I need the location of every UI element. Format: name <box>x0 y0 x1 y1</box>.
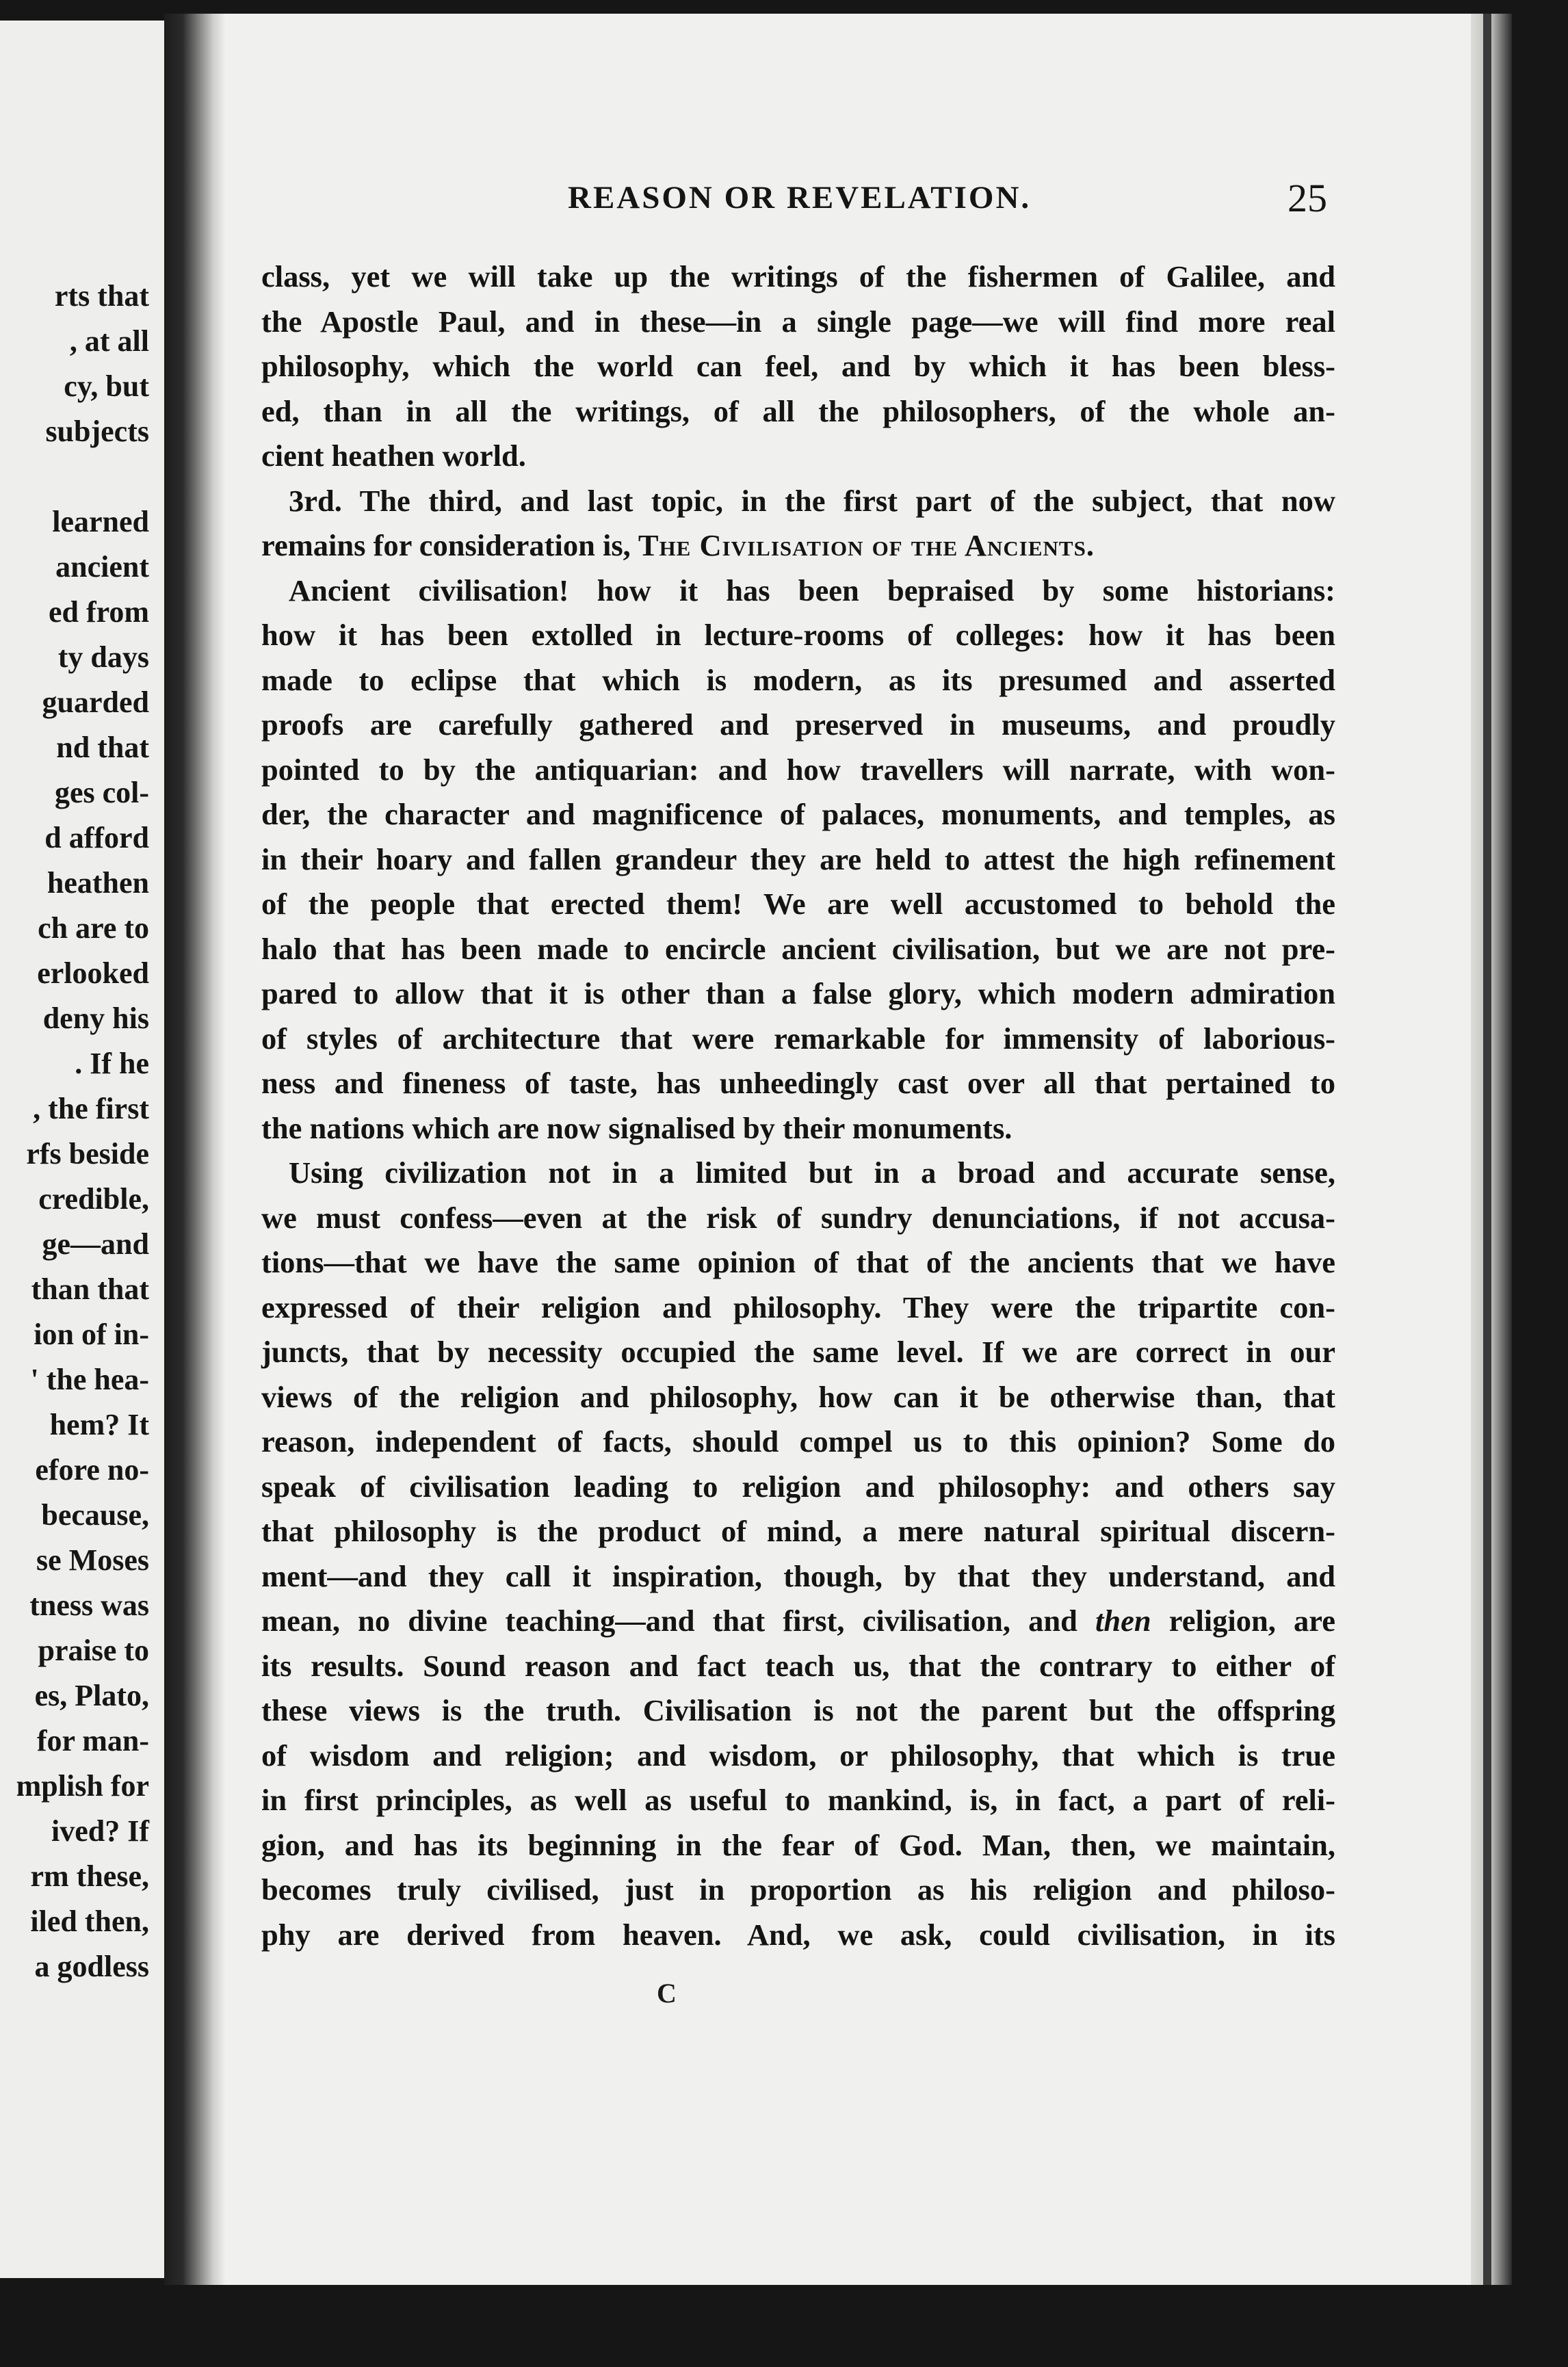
previous-page-line: se Moses <box>36 1543 149 1577</box>
previous-page-line: , the first <box>33 1092 149 1125</box>
previous-page-line: mplish for <box>16 1769 149 1803</box>
text-line: proofs are carefully gathered and preserved in museums, and proudly <box>261 707 1335 742</box>
previous-page-line: rfs beside <box>26 1137 149 1171</box>
text-line: expressed of their religion and philosophy. They were the tripartite con- <box>261 1290 1335 1324</box>
previous-page-line: praise to <box>38 1634 149 1667</box>
text-line: of wisdom and religion; and wisdom, or philosophy, that which is true <box>261 1738 1335 1773</box>
text-line: philosophy, which the world can feel, and by which it has been bless- <box>261 349 1335 383</box>
previous-page-line: efore no- <box>35 1453 149 1487</box>
text-line: ed, than in all the writings, of all the philosophers, of the whole an- <box>261 393 1335 428</box>
previous-page-line: ancient <box>55 550 149 584</box>
previous-page-line: d afford <box>44 821 149 854</box>
previous-page-line: hem? It <box>49 1408 149 1441</box>
previous-page-line: ge—and <box>42 1227 149 1261</box>
text-line: ment—and they call it inspiration, though, by that they understand, and <box>261 1558 1335 1593</box>
paragraph-4-continued <box>261 1644 1335 1958</box>
previous-page-line: because, <box>41 1498 149 1532</box>
paragraph-4 <box>261 1151 1335 1599</box>
previous-page-line: ion of in- <box>34 1318 149 1351</box>
previous-page-line: learned <box>52 505 149 538</box>
previous-page-text <box>0 274 149 1989</box>
inline-text: remains for consideration is, <box>261 528 631 562</box>
text-line: of styles of architecture that were remarkable for immensity of laborious- <box>261 1021 1335 1056</box>
text-line: the Apostle Paul, and in these—in a single page—we will find more real <box>261 304 1335 339</box>
text-line: pointed to by the antiquarian: and how travellers will narrate, with won- <box>261 752 1335 787</box>
signature-mark: C <box>657 1978 677 2009</box>
text-line: ness and fineness of taste, has unheedingly cast over all that pertained to <box>261 1066 1335 1100</box>
previous-page-line: guarded <box>42 685 149 719</box>
previous-page-line: ges col- <box>54 776 149 809</box>
paragraph-2 <box>261 479 1335 568</box>
text-line: juncts, that by necessity occupied the same level. If we are correct in our <box>261 1335 1335 1369</box>
previous-page-line <box>0 454 149 499</box>
previous-page-line: deny his <box>42 1002 149 1035</box>
previous-page-line: for man- <box>36 1724 149 1757</box>
text-line: pared to allow that it is other than a false glory, which modern admiration <box>261 976 1335 1010</box>
body-text <box>261 254 1335 1957</box>
page-edge <box>1471 14 1512 2285</box>
text-line: of the people that erected them! We are well accustomed to behold the <box>261 887 1335 921</box>
previous-page-line: ived? If <box>51 1814 149 1848</box>
text-line: views of the religion and philosophy, how can it be otherwise than, that <box>261 1379 1335 1414</box>
inline-text: religion, are <box>1168 1604 1335 1638</box>
text-line: these views is the truth. Civilisation is not the parent but the offspring <box>261 1693 1335 1727</box>
text-line: Using civilization not in a limited but in a broad and accurate sense, <box>289 1155 1335 1190</box>
fore-edge <box>1483 14 1491 2285</box>
text-line: that philosophy is the product of mind, a mere natural spiritual discern- <box>261 1514 1335 1548</box>
previous-page-line: iled then, <box>30 1905 149 1938</box>
text-line: how it has been extolled in lecture-rooms of colleges: how it has been <box>261 618 1335 652</box>
text-line: speak of civilisation leading to religion and philosophy: and others say <box>261 1469 1335 1504</box>
previous-page-line: ty days <box>57 640 149 674</box>
previous-page-line: ' the hea- <box>30 1363 149 1396</box>
text-line: the nations which are now signalised by their monuments. <box>261 1110 1012 1145</box>
text-line: in their hoary and fallen grandeur they are held to attest the high refinement <box>261 841 1335 876</box>
text-line: becomes truly civilised, just in proportion as his religion and philoso- <box>261 1872 1335 1907</box>
running-title: REASON OR REVELATION. <box>568 180 1032 215</box>
text-line: made to eclipse that which is modern, as its presumed and asserted <box>261 662 1335 697</box>
text-line: 3rd. The third, and last topic, in the first part of the subject, that now <box>289 483 1335 518</box>
previous-page-line: subjects <box>45 415 149 448</box>
previous-page-line: cy, but <box>64 369 149 403</box>
text-line: cient heathen world. <box>261 439 526 473</box>
paragraph-1 <box>261 254 1335 479</box>
previous-page-line: es, Plato, <box>34 1679 149 1712</box>
text-line: phy are derived from heaven. And, we ask, could civilisation, in its <box>261 1917 1335 1952</box>
previous-page-line: rm these, <box>30 1859 149 1893</box>
section-title-smallcaps: The Civilisation of the Ancients. <box>638 528 1095 562</box>
text-line: halo that has been made to encircle ancient civilisation, but we are not pre- <box>261 931 1335 966</box>
text-line: its results. Sound reason and fact teach us, that the contrary to either of <box>261 1648 1335 1683</box>
previous-page-line: credible, <box>38 1182 149 1216</box>
page-number: 25 <box>1288 176 1327 220</box>
inline-text: mean, no divine teaching—and that first, civilisation, and <box>261 1604 1077 1638</box>
text-line: Ancient civilisation! how it has been bepraised by some historians: <box>289 573 1335 607</box>
text-line: reason, independent of facts, should compel us to this opinion? Some do <box>261 1424 1335 1459</box>
previous-page-line: . If he <box>75 1047 149 1080</box>
previous-page-line: ed from <box>48 595 149 629</box>
text-line: tions—that we have the same opinion of that of the ancients that we have <box>261 1245 1335 1279</box>
previous-page-line: tness was <box>29 1588 149 1622</box>
text-line: we must confess—even at the risk of sundry denunciations, if not accusa- <box>261 1200 1335 1235</box>
gutter-shadow <box>164 14 226 2285</box>
previous-page-line: rts that <box>54 279 149 313</box>
previous-page-line: ch are to <box>38 911 149 945</box>
previous-page-line: nd that <box>56 731 149 764</box>
previous-page-line: , at all <box>69 324 149 358</box>
text-line: class, yet we will take up the writings of the fishermen of Galilee, and <box>261 259 1335 293</box>
text-line <box>261 1599 1335 1644</box>
text-line <box>261 523 1335 568</box>
previous-page-line: heathen <box>47 866 149 900</box>
paragraph-3 <box>261 568 1335 1151</box>
previous-page-line: than that <box>31 1272 149 1306</box>
text-line: der, the character and magnificence of palaces, monuments, and temples, as <box>261 797 1335 831</box>
text-line: gion, and has its beginning in the fear of God. Man, then, we maintain, <box>261 1827 1335 1862</box>
running-head <box>260 176 1327 234</box>
text-line: in first principles, as well as useful to mankind, is, in fact, a part of reli- <box>261 1783 1335 1817</box>
italic-word: then <box>1095 1604 1151 1638</box>
previous-page-line: a godless <box>34 1950 149 1983</box>
previous-page-line: erlooked <box>37 956 149 990</box>
